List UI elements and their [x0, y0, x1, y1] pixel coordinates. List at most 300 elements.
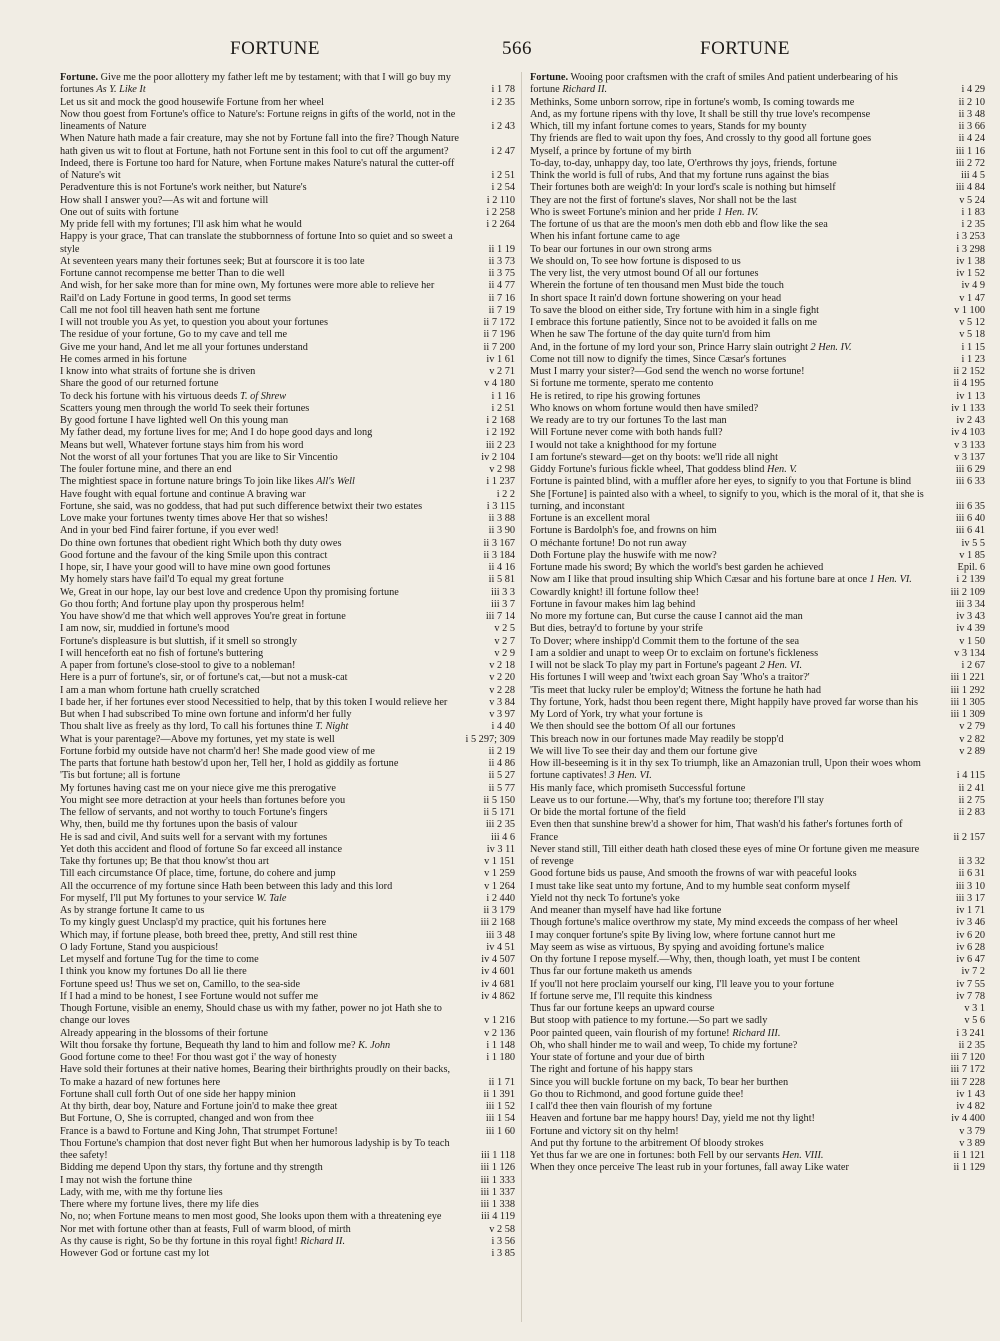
- quotation-entry: [60, 501, 515, 513]
- quotation-text-block: [530, 256, 930, 268]
- quotation-entry: [60, 685, 515, 697]
- quotation-text-block: [530, 293, 930, 305]
- quotation-entry: [530, 587, 985, 599]
- quotation-entry: [530, 954, 985, 966]
- quotation-entry: [60, 329, 515, 341]
- quotation-text: How ill-beseeming is it in thy sex To triumph, like an Amazonian trull, Upon their woes whom fortune captivates!: [530, 758, 921, 782]
- act-scene-line-reference: iii 7 14: [485, 611, 515, 622]
- quotation-entry: [530, 1162, 985, 1174]
- quotation-text-block: [60, 844, 460, 856]
- act-scene-line-reference: i 4 115: [956, 770, 985, 782]
- play-title: 1 Hen. IV.: [717, 206, 759, 218]
- quotation-text: Why, then, build me thy fortunes upon the basis of valour: [60, 819, 298, 831]
- quotation-entry: [530, 391, 985, 403]
- quotation-text-block: [530, 415, 930, 427]
- quotation-text-block: [60, 440, 460, 452]
- quotation-text-block: [60, 1101, 460, 1113]
- act-scene-line-reference: i 2 168: [486, 415, 515, 426]
- act-scene-line-reference: v 5 24: [959, 194, 985, 206]
- quotation-text: I am fortune's steward—get on thy boots: we'll ride all night: [530, 451, 778, 463]
- quotation-text: My pride fell with my fortunes; I'll ask him what he would: [60, 219, 302, 230]
- act-scene-line-reference: v 2 28: [489, 684, 515, 696]
- quotation-text: For myself, I'll put My fortunes to your service: [60, 892, 254, 904]
- quotation-text-block: [60, 623, 460, 635]
- act-scene-line-reference: v 2 79: [959, 721, 985, 733]
- quotation-text-block: [60, 366, 460, 378]
- quotation-text-block: [60, 109, 460, 134]
- quotation-text: Fortune forbid my outside have not charm'd her! She made good view of me: [60, 745, 375, 757]
- quotation-entry: [60, 954, 515, 966]
- quotation-text: You might see more detraction at your heels than fortunes before you: [60, 794, 346, 806]
- quotation-text: Now am I like that proud insulting ship Which Cæsar and his fortune bare at once: [530, 574, 867, 586]
- quotation-entry: [530, 623, 985, 635]
- quotation-entry: [60, 476, 515, 488]
- quotation-entry: [530, 599, 985, 611]
- quotation-text: The fouler fortune mine, and there an end: [60, 464, 232, 475]
- quotation-text: What is your parentage?—Above my fortunes, yet my state is well: [60, 733, 335, 745]
- play-title: Richard II.: [562, 84, 608, 96]
- quotation-entry: [530, 991, 985, 1003]
- quotation-text-block: [530, 562, 930, 574]
- quotation-text: To bear our fortunes in our own strong arms: [530, 243, 712, 255]
- quotation-text-block: [530, 587, 930, 599]
- quotation-text: Must I marry your sister?—God send the wench no worse fortune!: [530, 366, 805, 377]
- act-scene-line-reference: iv 1 52: [956, 268, 985, 279]
- quotation-entry: [530, 942, 985, 954]
- act-scene-line-reference: v 3 97: [489, 709, 515, 720]
- quotation-text-block: [60, 636, 460, 648]
- act-scene-line-reference: i 1 15: [961, 341, 985, 353]
- act-scene-line-reference: v 2 7: [494, 635, 515, 647]
- quotation-text-block: [530, 746, 930, 758]
- quotation-entry: [60, 72, 515, 97]
- act-scene-line-reference: iii 6 40: [955, 513, 985, 524]
- quotation-entry: [60, 305, 515, 317]
- quotation-text-block: [60, 1175, 460, 1187]
- quotation-entry: [530, 329, 985, 341]
- quotation-text-block: [530, 525, 930, 537]
- running-head-left: FORTUNE: [230, 38, 320, 59]
- act-scene-line-reference: iv 3 46: [956, 917, 985, 929]
- act-scene-line-reference: iv 1 38: [956, 255, 985, 267]
- quotation-text: When his infant fortune came to age: [530, 231, 680, 243]
- act-scene-line-reference: ii 3 75: [488, 268, 515, 279]
- quotation-entry: [60, 440, 515, 452]
- quotation-text-block: [60, 415, 460, 427]
- quotation-text: And, in the fortune of my lord your son, Prince Harry slain outright: [530, 341, 808, 353]
- quotation-entry: [530, 256, 985, 268]
- quotation-text: Go thou to Richmond, and good fortune guide thee!: [530, 1088, 744, 1100]
- quotation-entry: [530, 574, 985, 586]
- quotation-text-block: [60, 1211, 460, 1223]
- quotation-entry: [530, 1101, 985, 1113]
- quotation-entry: [60, 893, 515, 905]
- quotation-entry: [530, 538, 985, 550]
- quotation-text-block: [530, 513, 930, 525]
- quotation-text-block: [60, 819, 460, 831]
- quotation-text: Now thou goest from Fortune's office to Nature's: Fortune reigns in gifts of the world, not in the lineaments of Nature: [60, 108, 456, 132]
- act-scene-line-reference: v 1 50: [959, 635, 985, 647]
- quotation-text-block: [530, 109, 930, 121]
- act-scene-line-reference: iv 3 11: [486, 843, 515, 855]
- quotation-text-block: [530, 170, 930, 182]
- quotation-entry: [530, 685, 985, 697]
- quotation-text: We, Great in our hope, lay our best love and credence Upon thy promising fortune: [60, 586, 399, 598]
- quotation-text-block: [530, 709, 930, 721]
- act-scene-line-reference: ii 3 66: [958, 121, 985, 132]
- quotation-entry: [60, 342, 515, 354]
- quotation-entry: [530, 219, 985, 231]
- quotation-text: Yield not thy neck To fortune's yoke: [530, 892, 680, 904]
- act-scene-line-reference: i 2 35: [491, 96, 515, 108]
- quotation-text-block: [530, 893, 930, 905]
- play-title: W. Tale: [256, 892, 287, 904]
- quotation-entry: [530, 807, 985, 819]
- act-scene-line-reference: iii 2 168: [480, 917, 515, 929]
- quotation-text: Nor met with fortune other than at feasts, Full of warm blood, of mirth: [60, 1223, 351, 1235]
- quotation-text: They are not the first of fortune's slaves, Nor shall not be the last: [530, 194, 797, 206]
- act-scene-line-reference: i 2 192: [486, 427, 515, 439]
- quotation-entry: [60, 1003, 515, 1028]
- act-scene-line-reference: i 4 29: [961, 84, 985, 96]
- act-scene-line-reference: v 2 71: [489, 366, 515, 377]
- quotation-text-block: [530, 1113, 930, 1125]
- quotation-entry: [530, 881, 985, 893]
- quotation-text-block: [60, 538, 460, 550]
- act-scene-line-reference: iii 3 3: [490, 586, 515, 598]
- quotation-text: To deck his fortune with his virtuous deeds: [60, 390, 238, 402]
- quotation-entry: [60, 464, 515, 476]
- quotation-text: Fortune and victory sit on thy helm!: [530, 1125, 679, 1137]
- quotation-entry: [530, 893, 985, 905]
- quotation-text: Give me your hand, And let me all your fortunes understand: [60, 341, 308, 353]
- quotation-entry: [60, 1199, 515, 1211]
- act-scene-line-reference: ii 7 196: [483, 329, 515, 341]
- quotation-text: O lady Fortune, Stand you auspicious!: [60, 941, 219, 953]
- quotation-text-block: [530, 881, 930, 893]
- quotation-text: You have show'd me that which well approves You're great in fortune: [60, 611, 346, 622]
- quotation-entry: [530, 562, 985, 574]
- quotation-entry: [530, 403, 985, 415]
- quotation-entry: [60, 1175, 515, 1187]
- quotation-text: Though Fortune, visible an enemy, Should chase us with my father, power no jot Hath she to change our loves: [60, 1003, 442, 1027]
- quotation-entry: [530, 513, 985, 525]
- quotation-text: Do thine own fortunes that obedient right Which both thy duty owes: [60, 537, 342, 549]
- quotation-text: Indeed, there is Fortune too hard for Nature, when Fortune makes Nature's natural the cutter-off of Nature's wit: [60, 157, 455, 181]
- quotation-text: Myself, a prince by fortune of my birth: [530, 145, 692, 157]
- quotation-text-block: [60, 562, 460, 574]
- quotation-entry: [60, 513, 515, 525]
- quotation-text: When they once perceive The least rub in your fortunes, fall away Like water: [530, 1162, 849, 1174]
- quotation-entry: [60, 1138, 515, 1163]
- quotation-text-block: [530, 219, 930, 231]
- quotation-text: Thy fortune, York, hadst thou been regent there, Might happily have proved far worse than his: [530, 696, 919, 708]
- quotation-text: Give me the poor allottery my father left me by testament; with that I will go buy my fortunes: [60, 72, 451, 96]
- quotation-text: Since you will buckle fortune on my back, To bear her burthen: [530, 1076, 789, 1088]
- quotation-text-block: [530, 391, 930, 403]
- quotation-entry: [60, 1040, 515, 1052]
- quotation-entry: [530, 280, 985, 292]
- play-title: T. of Shrew: [240, 390, 287, 402]
- quotation-text: Poor painted queen, vain flourish of my fortune!: [530, 1027, 730, 1039]
- quotation-text: How shall I answer you?—As wit and fortune will: [60, 194, 269, 206]
- quotation-entry: [60, 868, 515, 880]
- act-scene-line-reference: ii 4 77: [488, 280, 515, 292]
- act-scene-line-reference: iii 2 109: [950, 586, 985, 598]
- quotation-entry: [60, 109, 515, 134]
- quotation-text-block: [60, 942, 460, 954]
- act-scene-line-reference: v 5 12: [959, 317, 985, 328]
- act-scene-line-reference: iii 1 126: [480, 1162, 515, 1174]
- quotation-text-block: [530, 1015, 930, 1027]
- quotation-entry: [60, 672, 515, 684]
- quotation-text-block: [60, 305, 460, 317]
- quotation-entry: [60, 832, 515, 844]
- act-scene-line-reference: iv 1 13: [956, 390, 985, 402]
- act-scene-line-reference: iv 5 5: [961, 537, 985, 549]
- act-scene-line-reference: ii 3 32: [958, 856, 985, 867]
- quotation-text-block: [530, 1028, 930, 1040]
- act-scene-line-reference: ii 3 73: [488, 255, 515, 267]
- quotation-text-block: [530, 758, 930, 783]
- quotation-entry: [60, 709, 515, 721]
- act-scene-line-reference: iii 3 10: [955, 880, 985, 892]
- quotation-text-block: [60, 991, 460, 1003]
- act-scene-line-reference: iv 2 104: [481, 451, 515, 463]
- quotation-text: We ready are to try our fortunes To the last man: [530, 415, 727, 426]
- quotation-text-block: [530, 917, 930, 929]
- quotation-entry: [530, 182, 985, 194]
- quotation-text: By good fortune I have lighted well On this young man: [60, 415, 289, 426]
- quotation-entry: [530, 660, 985, 672]
- act-scene-line-reference: iii 1 16: [955, 145, 985, 157]
- act-scene-line-reference: iv 1 43: [956, 1088, 985, 1100]
- quotation-text-block: [530, 464, 930, 476]
- act-scene-line-reference: iv 6 47: [956, 954, 985, 965]
- quotation-entry: [60, 1162, 515, 1174]
- quotation-text: But stoop with patience to my fortune.—So part we sadly: [530, 1015, 768, 1027]
- quotation-text-block: [60, 317, 460, 329]
- quotation-text-block: [60, 476, 460, 488]
- quotation-text-block: [60, 574, 460, 586]
- quotation-entry: [60, 1052, 515, 1064]
- quotation-text: I will not trouble you As yet, to question you about your fortunes: [60, 317, 328, 328]
- act-scene-line-reference: iv 2 43: [956, 415, 985, 426]
- quotation-text: France is a bawd to Fortune and King John, That strumpet Fortune!: [60, 1125, 338, 1137]
- quotation-text: We should on, To see how fortune is disposed to us: [530, 255, 741, 267]
- quotation-entry: [60, 219, 515, 231]
- quotation-entry: [60, 133, 515, 158]
- quotation-text-block: [60, 1089, 460, 1101]
- quotation-entry: [60, 930, 515, 942]
- quotation-text: He comes armed in his fortune: [60, 353, 187, 365]
- quotation-text-block: [530, 452, 930, 464]
- act-scene-line-reference: iv 4 51: [486, 941, 515, 953]
- quotation-text-block: [60, 72, 460, 97]
- right-column: [530, 72, 985, 1175]
- quotation-text-block: [60, 207, 460, 219]
- quotation-text: Who is sweet Fortune's minion and her pride: [530, 206, 715, 218]
- quotation-entry: [60, 97, 515, 109]
- play-title: As Y. Like It: [96, 84, 146, 96]
- act-scene-line-reference: v 3 134: [954, 647, 985, 659]
- act-scene-line-reference: i 2 258: [486, 206, 515, 218]
- quotation-text-block: [530, 305, 930, 317]
- quotation-text-block: [530, 1040, 930, 1052]
- quotation-entry: [60, 452, 515, 464]
- quotation-text-block: [60, 550, 460, 562]
- quotation-entry: [60, 599, 515, 611]
- quotation-text: Thou Fortune's champion that dost never fight But when her humorous ladyship is by To teach thee safety!: [60, 1137, 450, 1161]
- quotation-text-block: [530, 1052, 930, 1064]
- act-scene-line-reference: v 2 136: [484, 1027, 515, 1039]
- act-scene-line-reference: iv 4 862: [481, 990, 515, 1002]
- quotation-text: To-day, to-day, unhappy day, too late, O'erthrows thy joys, friends, fortune: [530, 157, 837, 169]
- quotation-text-block: [60, 1052, 460, 1064]
- quotation-text: I think you know my fortunes Do all lie there: [60, 966, 247, 978]
- quotation-text: As by strange fortune It came to us: [60, 905, 205, 916]
- act-scene-line-reference: ii 1 391: [483, 1088, 515, 1100]
- quotation-text: And wish, for her sake more than for mine own, My fortunes were more able to relieve her: [60, 280, 435, 292]
- quotation-text: His manly face, which promiseth Successful fortune: [530, 782, 746, 794]
- play-title: 2 Hen. IV.: [810, 341, 852, 353]
- quotation-entry: [60, 1248, 515, 1260]
- quotation-text: My father dead, my fortune lives for me; And I do hope good days and long: [60, 427, 373, 439]
- quotation-text-block: [530, 844, 930, 869]
- quotation-entry: [60, 979, 515, 991]
- quotation-text: Though fortune's malice overthrow my state, My mind exceeds the compass of her wheel: [530, 917, 898, 929]
- quotation-text-block: [530, 378, 930, 390]
- quotation-text-block: [60, 97, 460, 109]
- quotation-text: If fortune serve me, I'll requite this kindness: [530, 990, 713, 1002]
- quotation-text: I know into what straits of fortune she is driven: [60, 366, 256, 377]
- quotation-text-block: [530, 244, 930, 256]
- act-scene-line-reference: v 5 18: [959, 329, 985, 341]
- quotation-text: Fortune cannot recompense me better Than to die well: [60, 268, 285, 279]
- quotation-text: Come not till now to dignify the times, Since Cæsar's fortunes: [530, 353, 787, 365]
- act-scene-line-reference: iv 4 9: [961, 280, 985, 292]
- quotation-entry: [60, 1028, 515, 1040]
- act-scene-line-reference: iii 1 333: [480, 1174, 515, 1186]
- quotation-text: The fortune of us that are the moon's men doth ebb and flow like the sea: [530, 219, 828, 230]
- quotation-text-block: [530, 819, 930, 844]
- quotation-entry: [60, 746, 515, 758]
- act-scene-line-reference: ii 6 31: [958, 868, 985, 880]
- quotation-text-block: [530, 1089, 930, 1101]
- act-scene-line-reference: iii 1 305: [950, 696, 985, 708]
- quotation-entry: [530, 966, 985, 978]
- act-scene-line-reference: ii 5 77: [488, 782, 515, 794]
- quotation-text-block: [530, 146, 930, 158]
- act-scene-line-reference: ii 2 83: [958, 807, 985, 818]
- quotation-text-block: [60, 795, 460, 807]
- act-scene-line-reference: v 3 133: [954, 439, 985, 451]
- act-scene-line-reference: i 3 253: [956, 231, 985, 243]
- act-scene-line-reference: ii 4 195: [953, 378, 985, 390]
- act-scene-line-reference: iii 6 41: [955, 525, 985, 537]
- quotation-text-block: [530, 121, 930, 133]
- quotation-text-block: [530, 72, 930, 97]
- act-scene-line-reference: i 1 16: [491, 390, 515, 402]
- quotation-text-block: [60, 268, 460, 280]
- quotation-text-block: [60, 832, 460, 844]
- quotation-entry: [60, 697, 515, 709]
- quotation-text: I may conquer fortune's spite By living low, where fortune cannot hurt me: [530, 929, 836, 941]
- quotation-text: My homely stars have fail'd To equal my great fortune: [60, 574, 284, 586]
- quotation-text: Bidding me depend Upon thy stars, thy fortune and thy strength: [60, 1162, 323, 1174]
- quotation-entry: [60, 317, 515, 329]
- quotation-entry: [530, 440, 985, 452]
- quotation-text: Go thou forth; And fortune play upon thy prosperous helm!: [60, 598, 305, 610]
- quotation-entry: [530, 1028, 985, 1040]
- quotation-text: I hope, sir, I have your good will to have mine own good fortunes: [60, 562, 331, 573]
- quotation-text: And, as my fortune ripens with thy love, It shall be still thy true love's recompense: [530, 108, 871, 120]
- quotation-entry: [530, 195, 985, 207]
- quotation-entry: [530, 489, 985, 514]
- play-title: 3 Hen. VI.: [609, 770, 652, 782]
- quotation-text-block: [60, 697, 460, 709]
- quotation-text-block: [530, 954, 930, 966]
- quotation-text: All the occurrence of my fortune since Hath been between this lady and this lord: [60, 880, 393, 892]
- act-scene-line-reference: ii 5 81: [488, 574, 515, 586]
- act-scene-line-reference: ii 2 35: [958, 1039, 985, 1051]
- quotation-entry: [60, 268, 515, 280]
- quotation-text-block: [530, 672, 930, 684]
- act-scene-line-reference: i 1 180: [486, 1052, 515, 1063]
- act-scene-line-reference: ii 4 86: [488, 758, 515, 769]
- quotation-entry: [60, 1211, 515, 1223]
- quotation-text: I will henceforth eat no fish of fortune's buttering: [60, 647, 264, 659]
- quotation-text: May seem as wise as virtuous, By spying and avoiding fortune's malice: [530, 941, 825, 953]
- quotation-text: Fortune's displeasure is but sluttish, if it smell so strongly: [60, 635, 297, 647]
- quotation-text: Let us sit and mock the good housewife Fortune from her wheel: [60, 96, 324, 108]
- act-scene-line-reference: v 1 259: [484, 868, 515, 880]
- quotation-text-block: [60, 1138, 460, 1163]
- quotation-text-block: [530, 660, 930, 672]
- quotation-text-block: [60, 525, 460, 537]
- quotation-text: Already appearing in the blossoms of their fortune: [60, 1027, 268, 1039]
- quotation-text: Scatters young men through the world To seek their fortunes: [60, 402, 310, 414]
- quotation-text-block: [530, 648, 930, 660]
- quotation-entry: [60, 158, 515, 183]
- act-scene-line-reference: iv 3 43: [956, 611, 985, 622]
- quotation-text: Fortune is painted blind, with a muffler afore her eyes, to signify to you that Fortune is blind: [530, 476, 912, 488]
- quotation-text: Si fortune me tormente, sperato me contento: [530, 378, 714, 390]
- act-scene-line-reference: v 5 6: [964, 1015, 985, 1027]
- quotation-text-block: [530, 317, 930, 329]
- act-scene-line-reference: iv 4 681: [481, 978, 515, 990]
- act-scene-line-reference: iii 2 72: [955, 157, 985, 169]
- play-title: Richard III.: [732, 1027, 781, 1039]
- quotation-text: Their fortunes both are weigh'd: In your lord's scale is nothing but himself: [530, 182, 836, 194]
- act-scene-line-reference: i 2 51: [491, 170, 515, 181]
- quotation-text-block: [60, 195, 460, 207]
- quotation-text: But when I had subscribed To mine own fortune and inform'd her fully: [60, 709, 352, 720]
- quotation-entry: [60, 256, 515, 268]
- quotation-text: The fellow of servants, and not worthy to touch Fortune's fingers: [60, 807, 328, 818]
- quotation-entry: [60, 734, 515, 746]
- quotation-text: Which, till my infant fortune comes to years, Stands for my bounty: [530, 121, 807, 132]
- quotation-text-block: [530, 268, 930, 280]
- quotation-entry: [60, 966, 515, 978]
- quotation-text: Yet thus far we are one in fortunes: both Fell by our servants: [530, 1150, 780, 1161]
- quotation-entry: [530, 231, 985, 243]
- quotation-text: The right and fortune of his happy stars: [530, 1064, 693, 1076]
- quotation-entry: [530, 158, 985, 170]
- quotation-entry: [60, 1224, 515, 1236]
- quotation-text: The mightiest space in fortune nature brings To join like likes: [60, 476, 314, 488]
- quotation-text: Peradventure this is not Fortune's work neither, but Nature's: [60, 182, 307, 194]
